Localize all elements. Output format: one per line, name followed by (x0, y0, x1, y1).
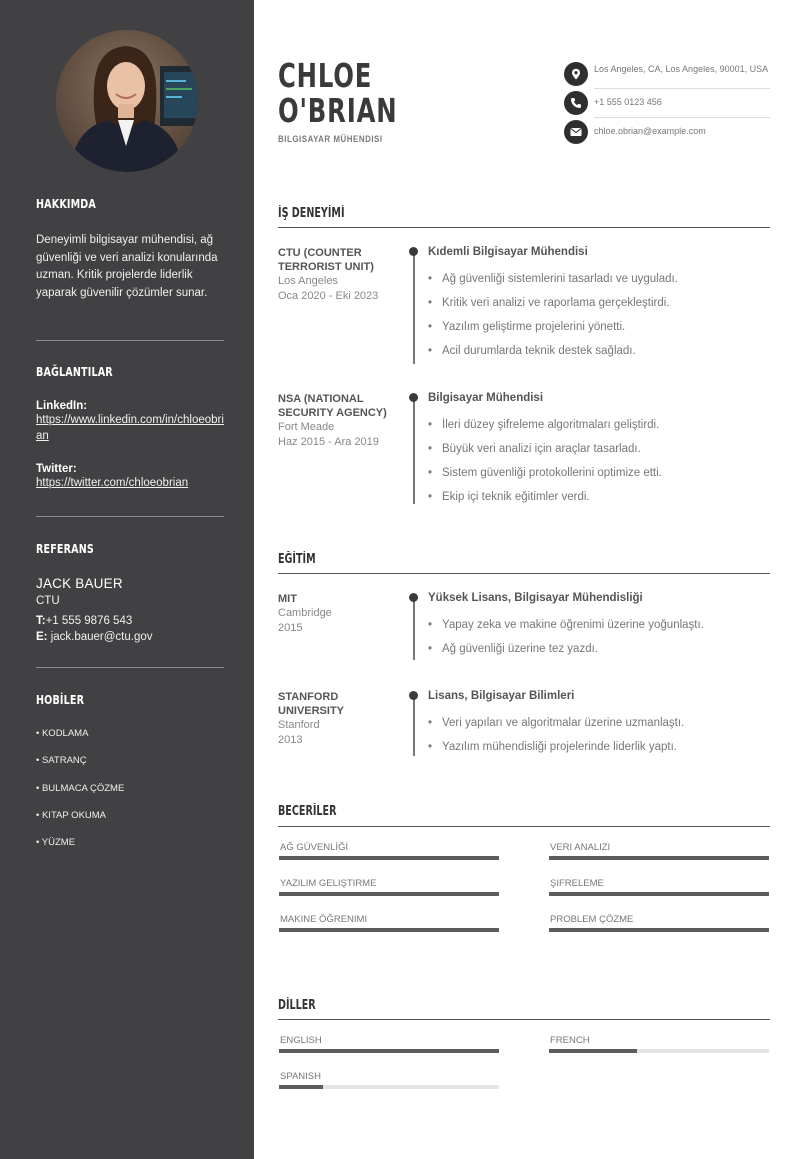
skill-label: ŞIFRELEME (550, 878, 604, 889)
skill-item (549, 842, 769, 860)
school-name: STANFORD UNIVERSITY (278, 691, 345, 717)
hobby-item: • YÜZME (36, 837, 76, 849)
skill-bar (549, 856, 769, 860)
email-label: E: (36, 631, 48, 643)
skill-bar-fill (279, 928, 499, 932)
skill-item (279, 914, 499, 932)
language-item (279, 1035, 499, 1053)
reference-email-value: jack.bauer@ctu.gov (50, 631, 153, 643)
phone-icon (564, 91, 588, 115)
experience-entry-nsa-meta (278, 392, 398, 449)
role-title: Kıdemli Bilgisayar Mühendisi (428, 246, 588, 258)
reference-title: REFERANS (36, 541, 94, 556)
location-pin-icon (564, 62, 588, 86)
language-label: ENGLISH (280, 1035, 322, 1046)
dates: 2015 (278, 621, 303, 634)
timeline-line (413, 598, 415, 660)
dates: Oca 2020 - Eki 2023 (278, 289, 379, 302)
location: Stanford (278, 719, 320, 731)
organization-name: CTU (COUNTER TERRORIST UNIT) (278, 247, 374, 273)
reference-details (36, 576, 224, 645)
main-content (254, 0, 794, 1159)
list-item: • Veri yapıları ve algoritmalar üzerine uzmanlaştı. (428, 716, 768, 740)
skill-item (549, 914, 769, 932)
reference-section (36, 541, 224, 556)
experience-title: İŞ DENEYİMİ (278, 206, 345, 221)
list-item: • Sistem güvenliği protokollerini optimize etti. (428, 466, 768, 490)
sidebar-divider (36, 340, 224, 341)
language-item (549, 1035, 769, 1053)
section-rule (278, 227, 770, 228)
contact-email (564, 120, 770, 149)
timeline-line (413, 696, 415, 756)
reference-phone-value: +1 555 9876 543 (45, 615, 133, 627)
list-item: • Ağ güvenliği üzerine tez yazdı. (428, 642, 768, 666)
reference-name: JACK BAUER (36, 576, 123, 591)
section-rule (278, 573, 770, 574)
list-item: • Kritik veri analizi ve raporlama gerçekleştirdi. (428, 296, 768, 320)
list-item: • Ağ güvenliği sistemlerini tasarladı ve uyguladı. (428, 272, 768, 296)
skill-bar-fill (549, 856, 769, 860)
list-item: • Ekip içi teknik eğitimler verdi. (428, 490, 768, 514)
responsibilities-list (428, 418, 768, 514)
about-section (36, 196, 224, 211)
full-name (278, 58, 397, 128)
skill-bar (279, 856, 499, 860)
education-entry-mit-meta (278, 592, 398, 635)
contact-address (564, 62, 770, 91)
hobbies-title: HOBİLER (36, 692, 85, 707)
skills-title: BECERİLER (278, 804, 337, 819)
language-bar (279, 1085, 499, 1089)
skill-bar (279, 928, 499, 932)
email-text: chloe.obrian@example.com (594, 126, 706, 136)
language-bar-fill (549, 1049, 637, 1053)
address-text: Los Angeles, CA, Los Angeles, 90001, USA (594, 64, 769, 74)
education-title: EĞİTİM (278, 552, 316, 567)
twitter-link[interactable]: https://twitter.com/chloeobrian (36, 477, 189, 489)
language-bar-fill (279, 1085, 323, 1089)
skill-bar-fill (279, 892, 499, 896)
sidebar (0, 0, 254, 1159)
timeline-line (413, 398, 415, 504)
list-item: • Yazılım mühendisliği projelerinde liderlik yaptı. (428, 740, 768, 764)
skill-bar-fill (549, 928, 769, 932)
list-item: • Yazılım geliştirme projelerini yönetti. (428, 320, 768, 344)
mail-icon (564, 120, 588, 144)
language-label: FRENCH (550, 1035, 590, 1046)
reference-org: CTU (36, 595, 60, 607)
profile-photo-image (56, 30, 198, 172)
timeline-dot (409, 247, 418, 256)
hobby-item: • SATRANÇ (36, 755, 87, 767)
contact-list (564, 62, 770, 149)
hobby-item: • BULMACA ÇÖZME (36, 782, 125, 794)
location: Cambridge (278, 607, 332, 619)
skill-bar-fill (279, 856, 499, 860)
language-item (279, 1071, 499, 1089)
links-title: BAĞLANTILAR (36, 364, 113, 379)
sidebar-divider (36, 667, 224, 668)
contact-phone (564, 91, 770, 120)
skill-label: AĞ GÜVENLİĞİ (280, 842, 349, 853)
timeline-dot (409, 691, 418, 700)
degree-title: Lisans, Bilgisayar Bilimleri (428, 690, 575, 702)
school-name: MIT (278, 593, 297, 605)
responsibilities-list (428, 272, 768, 368)
skill-bar (549, 928, 769, 932)
last-name: O'BRIAN (278, 91, 398, 130)
about-text: Deneyimli bilgisayar mühendisi, ağ güvenliği ve veri analizi konularında uzman. Kritik projelerde liderlik yaparak güvenilir çözümler sunar. (36, 234, 218, 299)
dates: 2013 (278, 733, 303, 746)
skill-bar-fill (549, 892, 769, 896)
list-item: • Yapay zeka ve makine öğrenimi üzerine yoğunlaştı. (428, 618, 768, 642)
location: Los Angeles (278, 275, 338, 287)
list-item: • İleri düzey şifreleme algoritmaları geliştirdi. (428, 418, 768, 442)
profile-photo (56, 30, 198, 172)
skill-bar (279, 892, 499, 896)
hobbies-section (36, 692, 224, 707)
skill-item (279, 878, 499, 896)
skill-label: YAZILIM GELIŞTIRME (280, 878, 377, 889)
phone-text: +1 555 0123 456 (594, 97, 662, 107)
list-item: • Büyük veri analizi için araçlar tasarladı. (428, 442, 768, 466)
list-item: • Acil durumlarda teknik destek sağladı. (428, 344, 768, 368)
timeline-line (413, 252, 415, 364)
skill-bar (549, 892, 769, 896)
experience-entry-ctu-meta (278, 246, 398, 303)
contact-divider (594, 88, 770, 89)
reference-phone (36, 613, 224, 629)
skill-label: VERI ANALIZI (550, 842, 611, 853)
skill-label: MAKINE ÖĞRENIMI (280, 914, 368, 925)
about-title: HAKKIMDA (36, 196, 96, 211)
linkedin-link[interactable]: https://www.linkedin.com/in/chloeobrian (36, 414, 224, 442)
language-bar (279, 1049, 499, 1053)
timeline-dot (409, 393, 418, 402)
skill-item (549, 878, 769, 896)
skill-label: PROBLEM ÇÖZME (550, 914, 634, 925)
link-item-twitter (36, 463, 224, 491)
link-label: Twitter: (36, 463, 77, 475)
hobbies-list (36, 728, 224, 864)
first-name: CHLOE (278, 56, 373, 95)
language-bar-fill (279, 1049, 499, 1053)
languages-title: DİLLER (278, 998, 316, 1013)
link-label: LinkedIn: (36, 400, 88, 412)
job-title: BILGISAYAR MÜHENDISI (278, 134, 383, 144)
links-section (36, 364, 224, 379)
language-label: SPANISH (280, 1071, 322, 1082)
achievements-list (428, 716, 768, 764)
role-title: Bilgisayar Mühendisi (428, 392, 544, 404)
section-rule (278, 826, 770, 827)
location: Fort Meade (278, 421, 335, 433)
hobby-item: • KODLAMA (36, 728, 89, 739)
section-rule (278, 1019, 770, 1020)
timeline-dot (409, 593, 418, 602)
organization-name: NSA (NATIONAL SECURITY AGENCY) (278, 393, 387, 419)
dates: Haz 2015 - Ara 2019 (278, 435, 379, 448)
contact-divider (594, 117, 770, 118)
link-item-linkedin (36, 400, 224, 444)
phone-label: T: (36, 615, 46, 627)
reference-email (36, 629, 224, 645)
hobby-item: • KITAP OKUMA (36, 809, 107, 821)
education-entry-stanford-meta (278, 690, 398, 747)
skill-item (279, 842, 499, 860)
degree-title: Yüksek Lisans, Bilgisayar Mühendisliği (428, 592, 643, 604)
sidebar-divider (36, 516, 224, 517)
language-bar (549, 1049, 769, 1053)
achievements-list (428, 618, 768, 666)
